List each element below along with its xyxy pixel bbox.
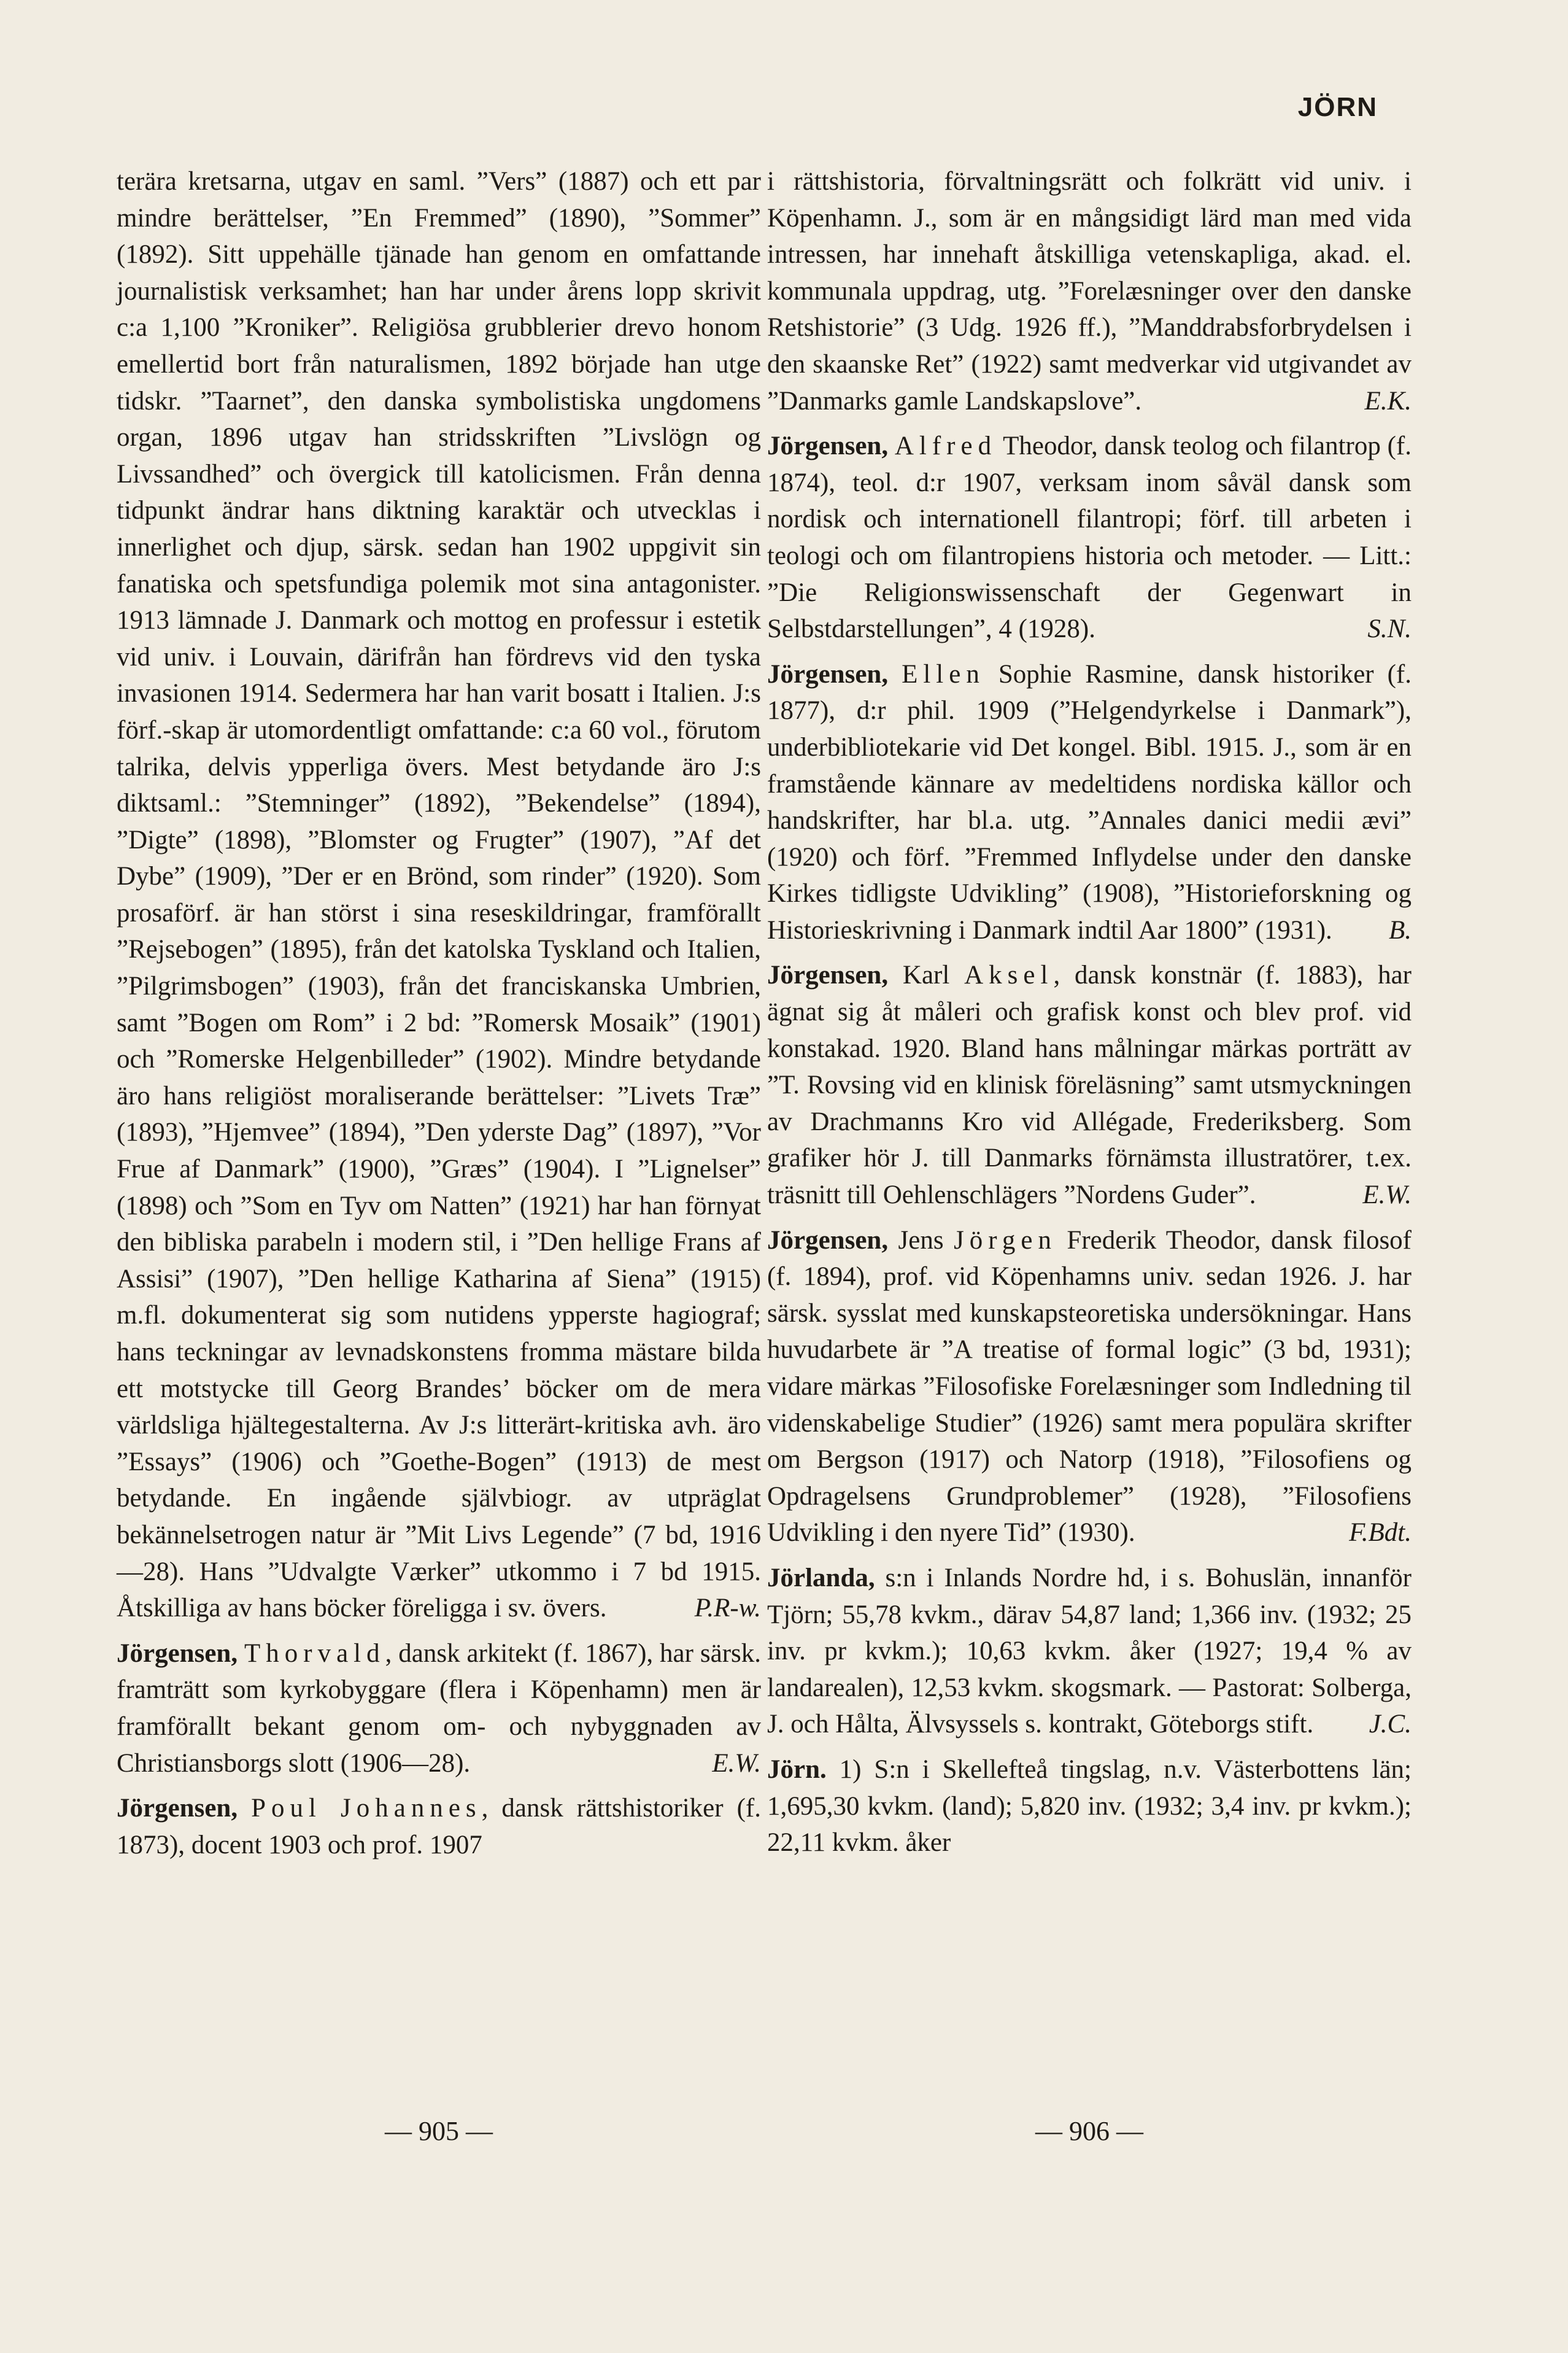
entry-text: terära kretsarna, utgav en saml. ”Vers” (1887) och ett par mindre berättelser, ”En Fremmed” (1890), ”Sommer” (1892). Sitt uppehälle tjänade han genom en omfattande journalistisk verksamhet; han har under årens lopp skrivit c:a 1,100 ”Kroniker”. Religiösa grubblerier drevo honom emellertid bort från naturalismen, 1892 började han utge tidskr. ”Taarnet”, den danska symbolistiska ungdomens organ, 1896 utgav han stridsskriften ”Livslögn og Livssandhed” och övergick till katolicismen. Från denna tidpunkt ändrar hans diktning karaktär och utvecklas i innerlighet och djup, särsk. sedan han 1902 uppgivit sin fanatiska och spetsfundiga polemik mot sina antagonister. 1913 lämnade J. Danmark och mottog en professur i estetik vid univ. i Louvain, därifrån han fördrevs vid den tyska invasionen 1914. Sedermera har han varit bosatt i Italien. J:s förf.-skap är utomordentligt omfattande: c:a 60 vol., förutom talrika, delvis ypperliga övers. Mest betydande äro J:s diktsaml.: ”Stemninger” (1892), ”Bekendelse” (1894), ”Digte” (1898), ”Blomster og Frugter” (1907), ”Af det Dybe” (1909), ”Der er en Brönd, som rinder” (1920). Som prosaförf. är han störst i sina reseskildringar, framförallt ”Rejsebogen” (1895), från det katolska Tyskland och Italien, ”Pilgrimsbogen” (1903), från det franciskanska Umbrien, samt ”Bogen om Rom” i 2 bd: ”Romersk Mosaik” (1901) och ”Romerske Helgenbilleder” (1902). Mindre betydande äro hans religiöst moraliserande berättelser: ”Livets Træ” (1893), ”Hjemvee” (1894), ”Den yderste Dag” (1897), ”Vor Frue af Danmark” (1900), ”Græs” (1904). I ”Lignelser” (1898) och ”Som en Tyv om Natten” (1921) har han förnyat den bibliska parabeln i modern stil, i ”Den hellige Frans af Assisi” (1907), ”Den hellige Katharina af Siena” (1915) m.fl. dokumenterat sig som nutidens ypperste hagiograf; hans teckningar av levnadskonstens fromma mästare bilda ett motstycke till Georg Brandes’ böcker om de mera världsliga hjältegestalterna. Av J:s litterärt-kritiska avh. äro ”Essays” (1906) och ”Goethe-Bogen” (1913) de mest betydande. En ingående självbiogr. av utpräglat bekännelsetrogen natur är ”Mit Livs Legende” (7 bd, 1916—28). Hans ”Udvalgte Værker” utkommo i 7 bd 1915. Åtskilliga av hans böcker föreligga i sv. övers.: [117, 167, 761, 1623]
entry-ellen-jorgensen: [767, 656, 1412, 949]
entry-headword: Jörgensen,: [767, 659, 889, 689]
entry-given-name: Aksel: [964, 961, 1054, 990]
entry-signature: B.: [1388, 915, 1412, 945]
entry-text: Sophie Rasmine, dansk historiker (f. 1877), d:r phil. 1909 (”Helgendyrkelse i Danmark”), underbibliotekarie vid Det kongel. Bibl. 1915. J., som är en framstående kännare av medeltidens nordiska källor och handskrifter, har bl.a. utg. ”Annales danici medii ævi” (1920) och förf. ”Fremmed Inflydelse under den danske Kirkes tidligste Udvikling” (1908), ”Historieforskning og Historieskrivning i Danmark indtil Aar 1800” (1931).: [767, 659, 1412, 945]
entry-given-name: Alfred: [894, 432, 997, 461]
entry-text: , dansk konstnär (f. 1883), har ägnat sig åt måleri och grafisk konst och blev prof. vid konstakad. 1920. Bland hans målningar märkas porträtt av ”T. Rovsing vid en klinisk föreläsning” samt utsmyckningen av Drachmanns Kro vid Allégade, Frederiksberg. Som grafiker hör J. till Danmarks förnämsta illustratörer, t.ex. träsnitt till Oehlenschlägers ”Nordens Guder”.: [767, 961, 1412, 1210]
entry-signature: E.W.: [712, 1748, 761, 1778]
continuation-entry: [117, 163, 761, 1627]
entry-poul-johannes-jorgensen: [117, 1790, 761, 1863]
entry-given-name: Ellen: [902, 659, 985, 689]
entry-signature: E.W.: [1362, 1180, 1412, 1210]
entry-given-name: Thorvald: [244, 1638, 385, 1668]
entry-headword: Jörgensen,: [767, 961, 889, 990]
page-number-left: — 905 —: [385, 2116, 493, 2146]
entry-signature: E.K.: [1364, 386, 1412, 416]
entry-headword: Jörlanda,: [767, 1563, 875, 1592]
entry-text: i rättshistoria, förvaltningsrätt och folkrätt vid univ. i Köpenhamn. J., som är en mångsidigt lärd man med vida intressen, har innehaft åtskilliga vetenskapliga, akad. el. kommunala uppdrag, utg. ”Forelæsninger over den danske Retshistorie” (3 Udg. 1926 ff.), ”Manddrabsforbrydelsen i den skaanske Ret” (1922) samt medverkar vid utgivandet av ”Danmarks gamle Landskapslove”.: [767, 167, 1412, 416]
entry-text-before: Jens: [888, 1225, 954, 1255]
entry-headword: Jörgensen,: [767, 432, 889, 461]
entry-text: , dansk rättshistoriker (f. 1873), docent 1903 och prof. 1907: [117, 1794, 762, 1859]
page-number-right: — 906 —: [1035, 2116, 1143, 2146]
right-column: [767, 163, 1412, 1861]
entry-signature: S.N.: [1367, 614, 1412, 644]
entry-headword: Jörn.: [767, 1754, 827, 1784]
entry-text: 1) S:n i Skellefteå tingslag, n.v. Västerbottens län; 1,695,30 kvkm. (land); 5,820 inv. (1932; 3,4 inv. pr kvkm.); 22,11 kvkm. åker: [767, 1754, 1412, 1858]
entry-headword: Jörgensen,: [767, 1225, 889, 1255]
entry-signature: P.R-w.: [694, 1594, 761, 1623]
entry-headword: Jörgensen,: [117, 1638, 238, 1668]
entry-signature: J.C.: [1369, 1710, 1412, 1739]
entry-headword: Jörgensen,: [117, 1794, 238, 1823]
entry-signature: F.Bdt.: [1349, 1518, 1412, 1548]
entry-given-name: Jörgen: [954, 1225, 1057, 1255]
entry-jorn: [767, 1751, 1412, 1861]
entry-thorvald-jorgensen: [117, 1635, 761, 1781]
entry-text: Frederik Theodor, dansk filosof (f. 1894), prof. vid Köpenhamns univ. sedan 1926. J. har särsk. sysslat med kunskapsteoretiska undersökningar. Hans huvudarbete är ”A treatise of formal logic” (3 bd, 1931); vidare märkas ”Filosofiske Forelæsninger som Indledning til videnskabelige Studier” (1926) samt mera populära skrifter om Bergson (1917) och Natorp (1918), ”Filosofiens og Opdragelsens Grundproblemer” (1928), ”Filosofiens Udvikling i den nyere Tid” (1930).: [767, 1225, 1412, 1548]
entry-alfred-jorgensen: [767, 428, 1412, 648]
continuation-entry: [767, 163, 1412, 419]
entry-jens-jorgensen: [767, 1222, 1412, 1551]
entry-text: s:n i Inlands Nordre hd, i s. Bohuslän, innanför Tjörn; 55,78 kvkm., därav 54,87 land; 1,366 inv. (1932; 25 inv. pr kvkm.); 10,63 kvkm. åker (1927; 19,4 % av landarealen), 12,53 kvkm. skogsmark. — Pastorat: Solberga, J. och Hålta, Älvsyssels s. kontrakt, Göteborgs stift.: [767, 1563, 1412, 1739]
entry-aksel-jorgensen: [767, 957, 1412, 1213]
left-column: [117, 163, 761, 1863]
entry-given-name: Poul Johannes: [251, 1794, 482, 1823]
entry-text: Theodor, dansk teolog och filantrop (f. 1874), teol. d:r 1907, verksam inom såväl dansk som nordisk och internationell filantropi; förf. till arbeten i teologi och om filantropiens historia och metoder. — Litt.: ”Die Religionswissenschaft der Gegenwart in Selbstdarstellungen”, 4 (1928).: [767, 432, 1412, 644]
running-head: JÖRN: [1297, 92, 1378, 122]
entry-text-before: Karl: [888, 961, 965, 990]
entry-jorlanda: [767, 1560, 1412, 1743]
entry-text: , dansk arkitekt (f. 1867), har särsk. framträtt som kyrkobyggare (flera i Köpenhamn) men är framförallt bekant genom om- och nybyggnaden av Christiansborgs slott (1906—28).: [117, 1638, 762, 1778]
